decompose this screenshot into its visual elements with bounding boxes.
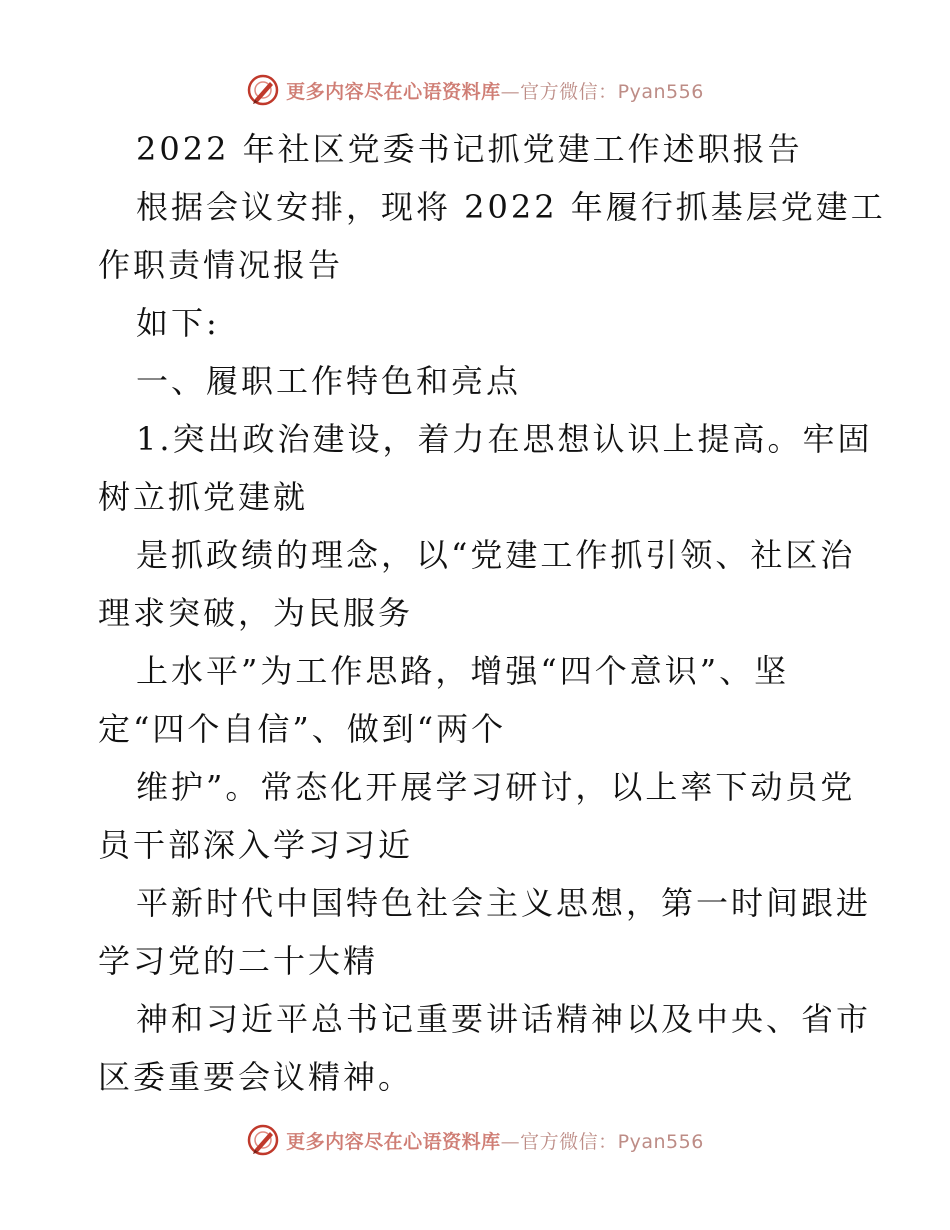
watermark-official: 官方微信：Pyan556	[520, 1130, 704, 1153]
watermark-official: 官方微信：Pyan556	[520, 80, 704, 103]
doc-line-16: 神和习近平总书记重要讲话精神以及中央、省市	[136, 1000, 872, 1038]
watermark-brand: 更多内容尽在心语资料库	[286, 1130, 501, 1153]
watermark-footer	[0, 1120, 950, 1160]
doc-line-13: 员干部深入学习习近	[98, 826, 414, 864]
doc-line-5: 一、履职工作特色和亮点	[136, 362, 522, 400]
doc-line-17: 区委重要会议精神。	[98, 1058, 414, 1096]
doc-line-15: 学习党的二十大精	[98, 942, 379, 980]
doc-line-10: 上水平”为工作思路，增强“四个意识”、坚	[136, 652, 790, 690]
doc-line-8: 是抓政绩的理念，以“党建工作抓引领、社区治	[136, 536, 856, 574]
doc-line-12: 维护”。常态化开展学习研讨，以上率下动员党	[136, 768, 856, 806]
watermark-brand: 更多内容尽在心语资料库	[286, 80, 501, 103]
watermark-header	[0, 70, 950, 110]
doc-line-1: 2022 年社区党委书记抓党建工作述职报告	[136, 130, 803, 168]
doc-line-9: 理求突破，为民服务	[98, 594, 414, 632]
pen-logo-icon	[246, 73, 280, 107]
doc-line-4: 如下:	[136, 304, 220, 342]
watermark-text	[286, 1127, 704, 1154]
doc-line-2: 根据会议安排，现将 2022 年履行抓基层党建工	[136, 188, 886, 226]
doc-line-6: 1.突出政治建设，着力在思想认识上提高。牢固	[136, 420, 873, 458]
pen-logo-icon	[246, 1123, 280, 1157]
watermark-text	[286, 77, 704, 104]
watermark-separator: —	[500, 1130, 521, 1153]
document-body	[98, 120, 886, 1106]
doc-line-11: 定“四个自信”、做到“两个	[98, 710, 507, 748]
doc-line-7: 树立抓党建就	[98, 478, 309, 516]
doc-line-3: 作职责情况报告	[98, 246, 344, 284]
doc-line-14: 平新时代中国特色社会主义思想，第一时间跟进	[136, 884, 872, 922]
watermark-separator: —	[500, 80, 521, 103]
